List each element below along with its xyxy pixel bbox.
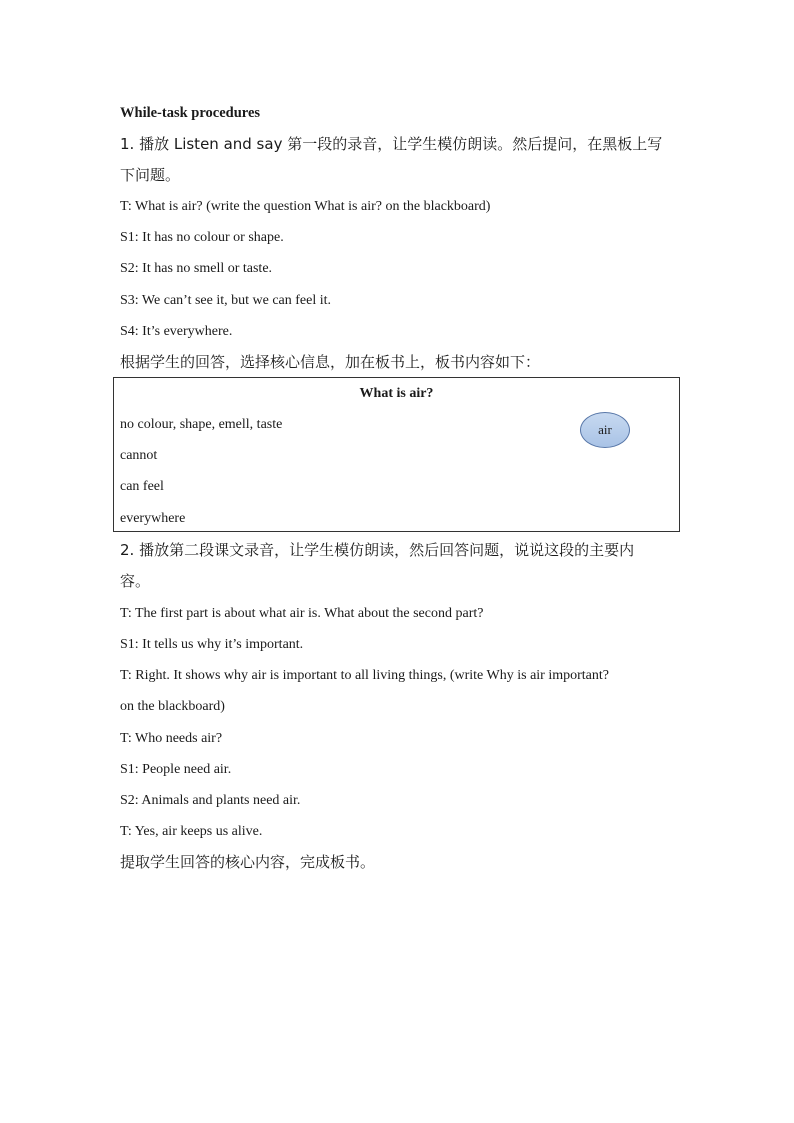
dialogue-line: S1: It tells us why it’s important. [120,637,304,652]
dialogue-line: T: The first part is about what air is. What about the second part? [120,606,484,621]
board-title: What is air? [359,386,434,401]
step1-line1: 1. 播放 Listen and say 第一段的录音，让学生模仿朗读。然后提问，在黑板上写 [120,135,663,153]
dialogue-line: T: What is air? (write the question What is air? on the blackboard) [120,199,491,214]
board-item: cannot [120,448,158,463]
board-intro: 根据学生的回答，选择核心信息，加在板书上，板书内容如下： [120,353,541,371]
step1-line2: 下问题。 [120,166,181,184]
section-heading: While-task procedures [120,105,261,121]
step2-line2: 容。 [120,572,151,590]
dialogue-line: S2: It has no smell or taste. [120,261,273,276]
air-bubble-label: air [598,422,612,437]
dialogue-line: S2: Animals and plants need air. [120,793,301,808]
dialogue-line: T: Right. It shows why air is important to all living things, (write Why is air important? [120,668,609,683]
board-item: everywhere [120,511,186,526]
step2-line1: 2. 播放第二段课文录音，让学生模仿朗读，然后回答问题，说说这段的主要内 [120,541,635,559]
air-bubble [580,412,630,448]
board-item: no colour, shape, emell, taste [120,417,283,432]
dialogue-line: S1: People need air. [120,762,232,777]
dialogue-line: T: Yes, air keeps us alive. [120,824,263,839]
blackboard-box [113,377,680,532]
dialogue-line: S3: We can’t see it, but we can feel it. [120,293,332,308]
dialogue-line: S1: It has no colour or shape. [120,230,284,245]
dialogue-line: on the blackboard) [120,699,225,714]
board-item: can feel [120,479,164,494]
dialogue-line: T: Who needs air? [120,731,223,746]
closing-line: 提取学生回答的核心内容，完成板书。 [120,853,376,871]
dialogue-line: S4: It’s everywhere. [120,324,233,339]
